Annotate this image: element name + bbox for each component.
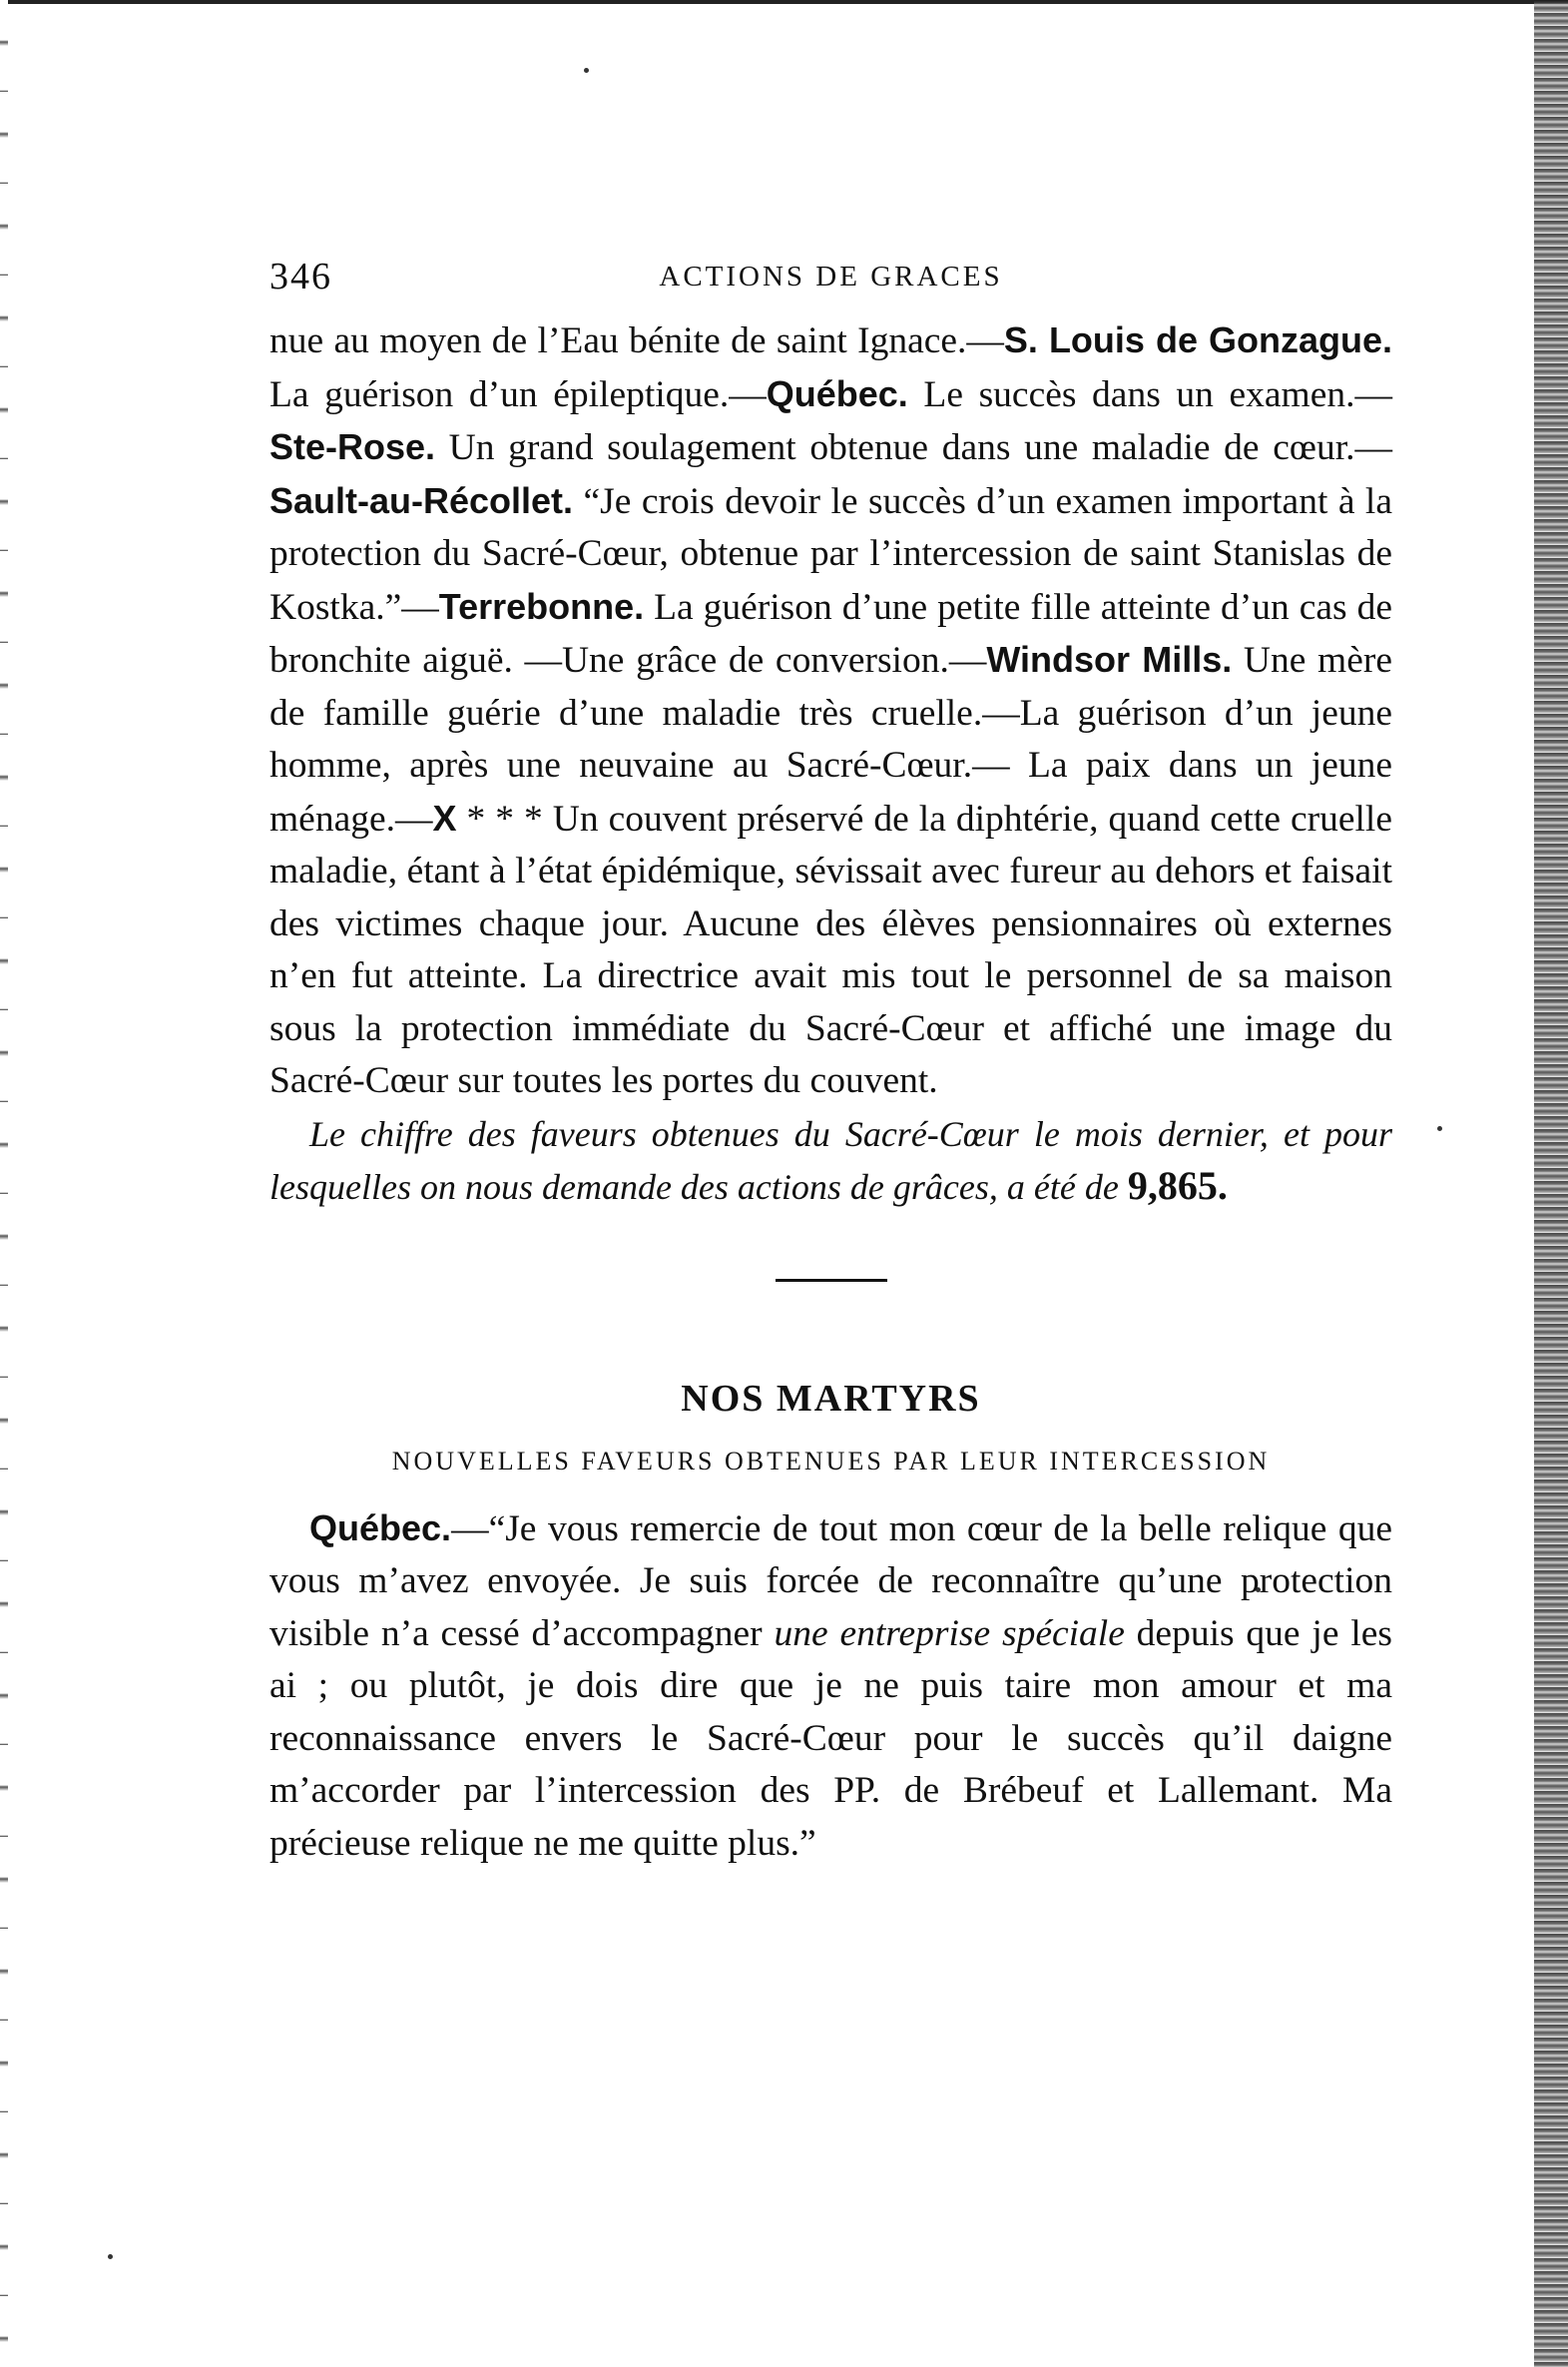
text-run: Le succès dans un examen.— bbox=[907, 373, 1392, 415]
running-title: ACTIONS DE GRACES bbox=[659, 261, 1003, 293]
text-run: nue au moyen de l’Eau bénite de saint Ignace.— bbox=[269, 320, 1004, 361]
page-right-edge bbox=[1534, 0, 1568, 2367]
page-number: 346 bbox=[269, 256, 332, 297]
paper-speck bbox=[584, 68, 589, 73]
running-head bbox=[269, 255, 1392, 314]
book-page bbox=[269, 255, 1392, 1870]
favours-count: 9,865. bbox=[1127, 1162, 1228, 1208]
text-run: “Je crois devoir le succès d’un examen important à la protection du Sacré-Cœur, obtenue par l’intercession de saint Stanislas de Kostka.”— bbox=[269, 480, 1392, 628]
paper-speck bbox=[1437, 1126, 1442, 1131]
text-run: Un grand soulagement obtenue dans une maladie de cœur.— bbox=[435, 427, 1392, 468]
place-name: Ste-Rose. bbox=[269, 426, 436, 467]
text-run: —“Je vous remercie de tout mon cœur de la belle relique que vous m’avez envoyée. Je suis forcée de reconnaître qu’une protection visible n’a cessé d’accompagner bbox=[269, 1507, 1392, 1654]
thanksgiving-paragraph bbox=[269, 314, 1392, 1108]
section-divider bbox=[776, 1279, 887, 1282]
place-name: X bbox=[432, 797, 457, 839]
page-left-edge bbox=[0, 0, 8, 2367]
place-name: Québec. bbox=[766, 372, 908, 414]
place-name: Windsor Mills. bbox=[986, 639, 1233, 680]
place-name: S. Louis de Gonzague. bbox=[1003, 319, 1392, 360]
paper-speck bbox=[108, 2254, 113, 2259]
place-name: Sault-au-Récollet. bbox=[269, 479, 574, 521]
page-top-edge bbox=[0, 0, 1568, 4]
place-name: Terrebonne. bbox=[438, 585, 645, 627]
text-run: * * * Un couvent préservé de la diphtérie, quand cette cruelle maladie, étant à l’état épidémique, sévissait avec fureur au dehors et faisait des victimes chaque jour. Aucune des élèves pensionnaires où externes n’en fut atteinte. La directrice avait mis tout le personnel de sa maison sous la protection immédiate du Sacré-Cœur et affiché une image du Sacré-Cœur sur toutes les portes du couvent. bbox=[269, 798, 1392, 1101]
place-name: Québec. bbox=[309, 1506, 452, 1548]
note-text: Le chiffre des faveurs obtenues du Sacré-Cœur le mois dernier, et pour lesquelles on nous demande des actions de grâces, a été de bbox=[269, 1113, 1392, 1207]
favours-count-note bbox=[269, 1108, 1392, 1213]
text-run: Une mère de famille guérie d’une maladie très cruelle.—La guérison d’un jeune homme, après une neuvaine au Sacré-Cœur.— La paix dans un jeune ménage.— bbox=[269, 640, 1392, 840]
text-run: depuis que je les ai ; ou plutôt, je dois dire que je ne puis taire mon amour et ma reconnaissance envers le Sacré-Cœur pour le succès qu’il daigne m’accorder par l’intercession des PP. de Brébeuf et Lallemant. Ma précieuse relique ne me quitte plus.” bbox=[269, 1612, 1392, 1864]
text-run: La guérison d’un épileptique.— bbox=[269, 373, 767, 415]
letter-paragraph bbox=[269, 1502, 1392, 1871]
text-run: La guérison d’une petite fille atteinte d’un cas de bronchite aiguë. —Une grâce de conversion.— bbox=[269, 586, 1392, 681]
section-subtitle: NOUVELLES FAVEURS OBTENUES PAR LEUR INTERCESSION bbox=[391, 1446, 1271, 1476]
section-title: NOS MARTYRS bbox=[681, 1377, 981, 1420]
italic-phrase: une entreprise spéciale bbox=[774, 1612, 1125, 1654]
